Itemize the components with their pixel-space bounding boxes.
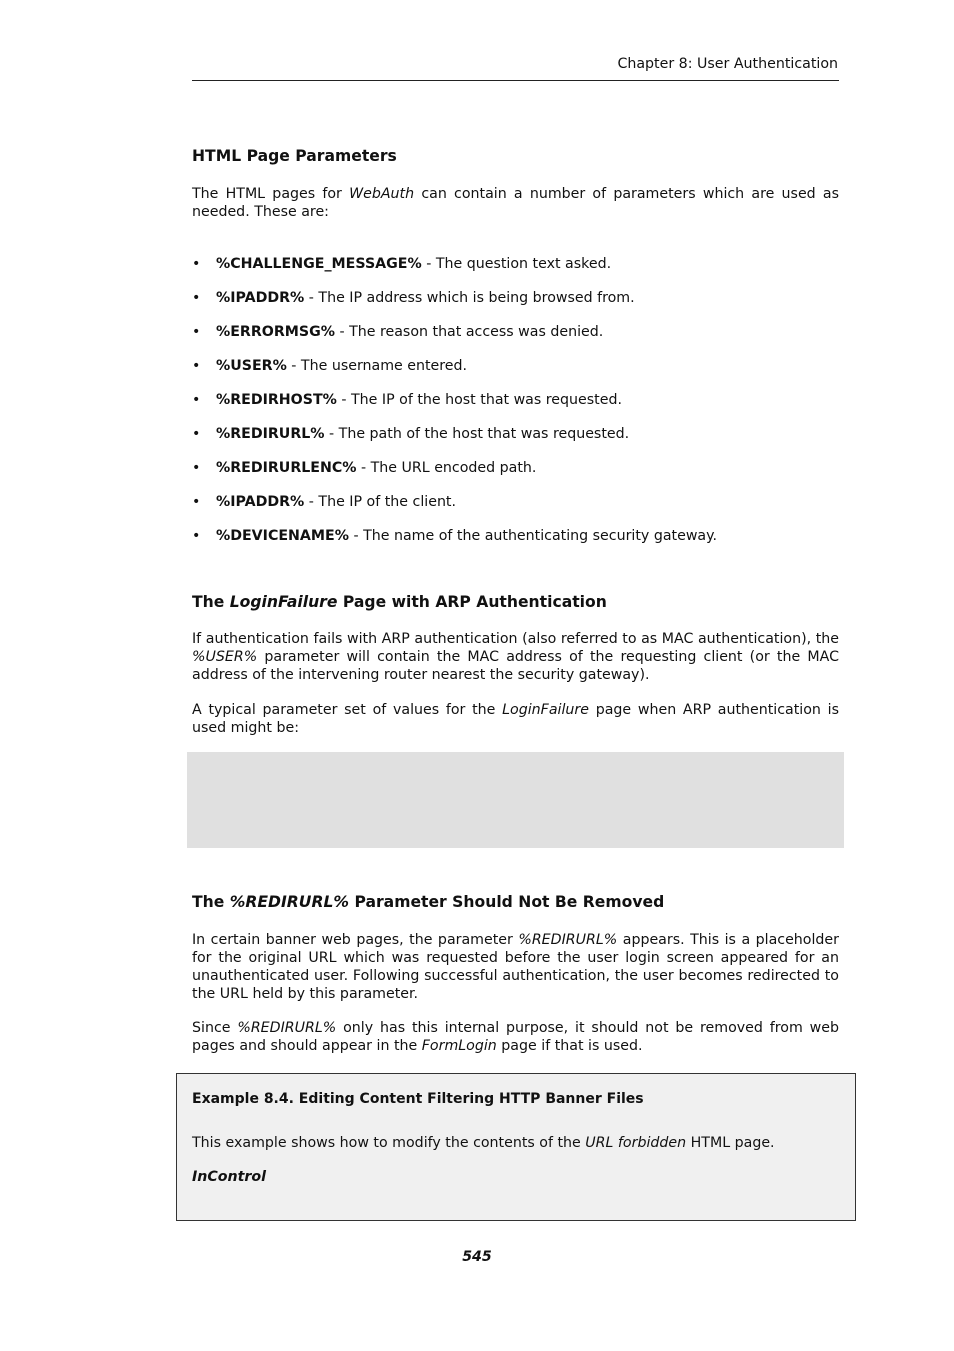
list-item: • %REDIRHOST% - The IP of the host that was requested. xyxy=(192,392,622,408)
section-heading-redirurl: The %REDIRURL% Parameter Should Not Be Removed xyxy=(192,893,665,911)
example-description: This example shows how to modify the contents of the URL forbidden HTML page. xyxy=(192,1135,775,1151)
bullet-icon: • xyxy=(192,460,201,476)
page-number: 545 xyxy=(462,1249,492,1265)
section2-paragraph-1: If authentication fails with ARP authentication (also referred to as MAC authentication), the %USER% parameter will contain the MAC address of the requesting client (or the MAC address of the intervening router nearest the security gateway). xyxy=(192,631,839,683)
example-box xyxy=(176,1073,856,1221)
bullet-icon: • xyxy=(192,358,201,374)
bullet-icon: • xyxy=(192,290,201,306)
list-item: • %IPADDR% - The IP address which is being browsed from. xyxy=(192,290,635,306)
header-divider xyxy=(192,80,839,81)
section3-paragraph-1: In certain banner web pages, the parameter %REDIRURL% appears. This is a placeholder for the original URL which was requested before the user login screen appeared for an unauthenticated user. Following successful authentication, the user becomes redirected to the URL held by this parameter. xyxy=(192,932,839,1002)
bullet-icon: • xyxy=(192,494,201,510)
bullet-icon: • xyxy=(192,528,201,544)
section3-paragraph-2: Since %REDIRURL% only has this internal purpose, it should not be removed from web pages and should appear in the FormLogin page if that is used. xyxy=(192,1020,839,1054)
code-block xyxy=(187,752,844,848)
bullet-icon: • xyxy=(192,324,201,340)
bullet-icon: • xyxy=(192,392,201,408)
section-heading-loginfailure: The LoginFailure Page with ARP Authentication xyxy=(192,593,607,611)
list-item: • %DEVICENAME% - The name of the authenticating security gateway. xyxy=(192,528,717,544)
bullet-icon: • xyxy=(192,256,201,272)
list-item: • %REDIRURL% - The path of the host that was requested. xyxy=(192,426,630,442)
bullet-icon: • xyxy=(192,426,201,442)
section-heading-html-page-parameters: HTML Page Parameters xyxy=(192,147,397,165)
section2-paragraph-2: A typical parameter set of values for the LoginFailure page when ARP authentication is used might be: xyxy=(192,702,839,736)
section1-intro: The HTML pages for WebAuth can contain a number of parameters which are used as needed. These are: xyxy=(192,186,839,220)
list-item: • %CHALLENGE_MESSAGE% - The question text asked. xyxy=(192,256,612,272)
example-title: Example 8.4. Editing Content Filtering HTTP Banner Files xyxy=(192,1091,644,1107)
parameter-list xyxy=(192,255,839,561)
list-item: • %REDIRURLENC% - The URL encoded path. xyxy=(192,460,537,476)
list-item: • %USER% - The username entered. xyxy=(192,358,468,374)
running-header: Chapter 8: User Authentication xyxy=(617,56,838,72)
list-item: • %ERRORMSG% - The reason that access was denied. xyxy=(192,324,604,340)
example-subheading: InControl xyxy=(192,1169,267,1185)
list-item: • %IPADDR% - The IP of the client. xyxy=(192,494,457,510)
